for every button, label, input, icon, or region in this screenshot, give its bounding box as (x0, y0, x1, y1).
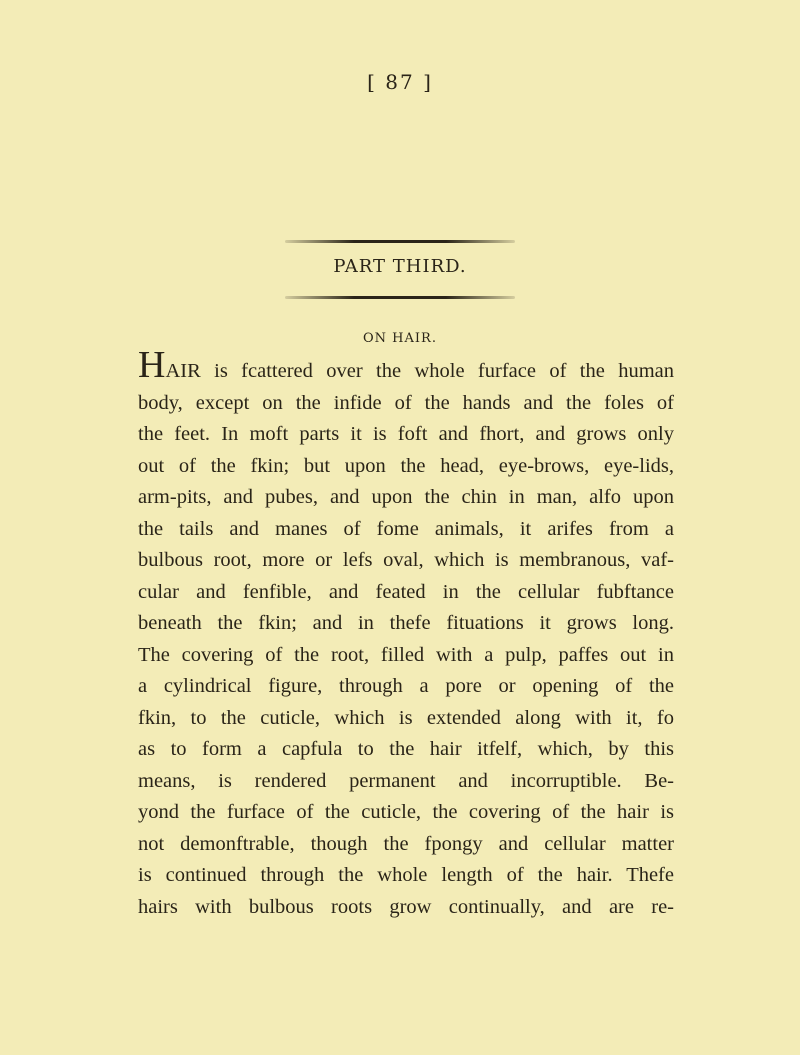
text-line (138, 344, 674, 388)
text-line: is continued through the whole length of the hair. Thefe (138, 864, 674, 886)
text-line: The covering of the root, filled with a pulp, paffes out in (138, 643, 674, 666)
text-line: not demonftrable, though the fpongy and cellular matter (138, 832, 674, 855)
text-line: fkin, to the cuticle, which is extended along with it, fo (138, 706, 674, 729)
drop-cap: H (138, 344, 166, 386)
text-line: arm-pits, and pubes, and upon the chin in man, alfo upon (138, 486, 674, 508)
text-line: body, except on the infide of the hands and the foles of (138, 391, 674, 414)
text-line: as to form a capfula to the hair itfelf, which, by this (138, 738, 674, 760)
text-line: beneath the fkin; and in thefe fituations it grows long. (138, 612, 674, 634)
text-line: yond the furface of the cuticle, the covering of the hair is (138, 801, 674, 823)
page-number: [ 87 ] (367, 70, 433, 94)
part-title: PART THIRD. (333, 256, 467, 277)
text-line: out of the fkin; but upon the head, eye-brows, eye-lids, (138, 454, 674, 477)
text-line: hairs with bulbous roots grow continually, and are re- (138, 895, 674, 918)
top-rule (285, 240, 515, 243)
text-line: the feet. In moft parts it is foft and fhort, and grows only (138, 423, 674, 445)
text-line: cular and fenfible, and feated in the cellular fubftance (138, 580, 674, 603)
body-text (138, 344, 674, 923)
first-line-rest: AIR is fcattered over the whole furface of the human (165, 360, 674, 382)
bottom-rule (285, 296, 515, 299)
section-title: ON HAIR. (363, 331, 437, 346)
text-line: a cylindrical figure, through a pore or opening of the (138, 675, 674, 697)
text-line: bulbous root, more or lefs oval, which is membranous, vaf- (138, 549, 674, 571)
text-line: means, is rendered permanent and incorruptible. Be- (138, 769, 674, 792)
text-line: the tails and manes of fome animals, it arifes from a (138, 517, 674, 540)
